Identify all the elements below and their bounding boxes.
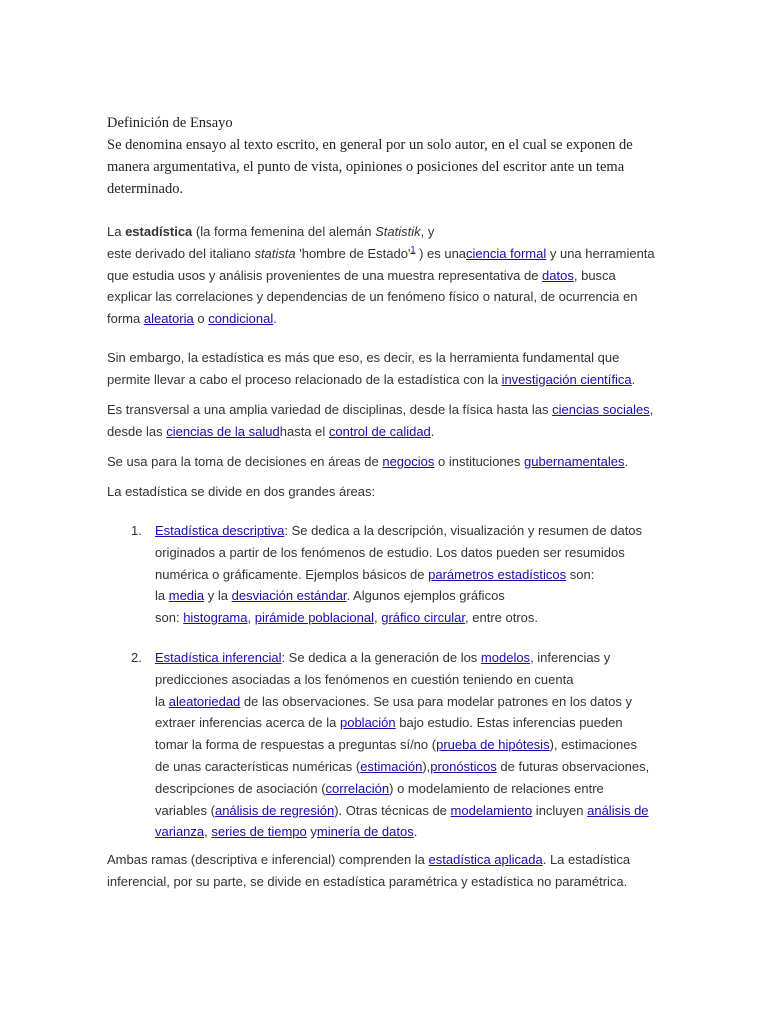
text: y bbox=[306, 824, 317, 840]
text: . bbox=[413, 824, 418, 840]
list-line: predicciones asociadas a los fenómenos en cuestión teniendo en cuenta bbox=[155, 671, 574, 687]
text: . bbox=[631, 371, 636, 387]
text: , y bbox=[420, 224, 435, 239]
text: este derivado del italiano bbox=[107, 245, 255, 261]
text: y la bbox=[204, 588, 232, 604]
link-modelamiento[interactable]: modelamiento bbox=[450, 802, 533, 818]
list-line bbox=[155, 712, 671, 734]
text: . bbox=[430, 423, 435, 439]
link-mineria-de-datos[interactable]: minería de datos bbox=[316, 824, 414, 840]
paragraph-line: La estadística se divide en dos grandes áreas: bbox=[107, 484, 376, 499]
text: bajo estudio. Estas inferencias pueden bbox=[395, 715, 623, 731]
text: son: bbox=[566, 566, 595, 582]
link-prueba-de-hipotesis[interactable]: prueba de hipótesis bbox=[436, 737, 550, 753]
text: ) es una bbox=[415, 245, 467, 261]
text: o bbox=[193, 311, 209, 327]
text: son: bbox=[155, 610, 184, 626]
paragraph-line bbox=[107, 369, 667, 391]
text: hasta el bbox=[279, 423, 329, 439]
link-condicional[interactable]: condicional bbox=[208, 311, 274, 327]
paragraph-line: explicar las correlaciones y dependencias de un fenómeno físico o natural, de ocurrencia en bbox=[107, 289, 638, 305]
link-investigacion-cientifica[interactable]: investigación científica bbox=[501, 371, 632, 387]
text: descripciones de asociación ( bbox=[155, 780, 326, 796]
link-ciencias-sociales[interactable]: ciencias sociales bbox=[552, 402, 650, 417]
text: variables ( bbox=[155, 802, 215, 818]
text: . Algunos ejemplos gráficos bbox=[346, 588, 505, 604]
list-line bbox=[155, 564, 671, 586]
paragraph-estadistica-definition bbox=[107, 221, 667, 330]
text: . La estadística bbox=[542, 852, 631, 867]
link-parametros-estadisticos[interactable]: parámetros estadísticos bbox=[428, 566, 567, 582]
text: desde las bbox=[107, 423, 167, 439]
text: Es transversal a una amplia variedad de disciplinas, desde la física hasta las bbox=[107, 402, 553, 417]
text: (la forma femenina del alemán bbox=[192, 224, 376, 239]
list-item-body bbox=[155, 520, 671, 629]
link-series-de-tiempo[interactable]: series de tiempo bbox=[211, 824, 307, 840]
list-line bbox=[155, 778, 671, 800]
essay-definition bbox=[107, 112, 667, 200]
text: ), bbox=[422, 758, 431, 774]
list-item bbox=[131, 520, 671, 629]
link-poblacion[interactable]: población bbox=[339, 715, 396, 731]
list-line bbox=[155, 585, 671, 607]
text: , inferencias y bbox=[530, 650, 611, 665]
link-gubernamentales[interactable]: gubernamentales bbox=[524, 454, 625, 469]
list-line bbox=[155, 607, 671, 629]
paragraph-line bbox=[107, 221, 667, 243]
link-analisis-de-varianza[interactable]: análisis de bbox=[587, 802, 649, 818]
link-modelos[interactable]: modelos bbox=[480, 650, 531, 665]
list-item bbox=[131, 647, 671, 843]
text: incluyen bbox=[532, 802, 588, 818]
link-aleatoriedad[interactable]: aleatoriedad bbox=[168, 693, 241, 709]
text: , bbox=[204, 824, 212, 840]
text: , busca bbox=[573, 267, 616, 283]
text: que estudia usos y análisis provenientes de una muestra representativa de bbox=[107, 267, 543, 283]
essay-text-line: Se denomina ensayo al texto escrito, en general por un solo autor, en el cual se exponen de bbox=[107, 137, 633, 153]
essay-title: Definición de Ensayo bbox=[107, 115, 233, 131]
bold-term: estadística bbox=[125, 224, 193, 239]
list-line bbox=[155, 647, 671, 669]
paragraph-line bbox=[107, 849, 667, 871]
list-line: originados a partir de los fenómenos de estudio. Los datos pueden ser resumidos bbox=[155, 544, 625, 560]
text: de futuras observaciones, bbox=[496, 758, 650, 774]
list-line bbox=[155, 520, 671, 542]
link-ciencia-formal[interactable]: ciencia formal bbox=[466, 245, 547, 261]
list-line bbox=[155, 734, 671, 756]
link-piramide-poblacional[interactable]: pirámide poblacional bbox=[254, 610, 374, 626]
paragraph-line bbox=[107, 243, 667, 265]
paragraph-decisiones bbox=[107, 451, 667, 473]
link-aleatoria[interactable]: aleatoria bbox=[143, 311, 194, 327]
italic-term: Statistik bbox=[375, 224, 421, 239]
list-line bbox=[155, 821, 671, 843]
paragraph-line bbox=[107, 399, 667, 421]
text: : Se dedica a la generación de los bbox=[281, 650, 481, 665]
link-estadistica-descriptiva[interactable]: Estadística descriptiva bbox=[155, 523, 285, 538]
link-control-de-calidad[interactable]: control de calidad bbox=[328, 423, 431, 439]
essay-text-line: manera argumentativa, el punto de vista, opiniones o posiciones del escritor ante un tema bbox=[107, 159, 625, 175]
text: extraer inferencias acerca de la bbox=[155, 715, 340, 731]
list-number: 2. bbox=[131, 650, 142, 665]
text: ). Otras técnicas de bbox=[334, 802, 451, 818]
text: permite llevar a cabo el proceso relacionado de la estadística con la bbox=[107, 371, 502, 387]
footnote-link[interactable]: 1 bbox=[410, 244, 416, 255]
link-estadistica-inferencial[interactable]: Estadística inferencial bbox=[155, 650, 282, 665]
paragraph-line bbox=[107, 265, 667, 287]
list-line bbox=[155, 691, 671, 713]
text: Ambas ramas (descriptiva e inferencial) comprenden la bbox=[107, 852, 429, 867]
italic-term: statista bbox=[254, 245, 296, 261]
text: ) o modelamiento de relaciones entre bbox=[389, 780, 604, 796]
text: de las observaciones. Se usa para modelar patrones en los datos y bbox=[240, 693, 632, 709]
text: , bbox=[247, 610, 255, 626]
paragraph-line bbox=[107, 308, 667, 330]
link-estimacion[interactable]: estimación bbox=[360, 758, 423, 774]
text: , entre otros. bbox=[465, 610, 539, 626]
text: 'hombre de Estado' bbox=[295, 245, 411, 261]
link-ciencias-de-la-salud[interactable]: ciencias de la salud bbox=[166, 423, 280, 439]
text: y una herramienta bbox=[546, 245, 655, 261]
text: o instituciones bbox=[434, 454, 524, 469]
link-analisis-de-varianza-cont[interactable]: varianza bbox=[155, 824, 205, 840]
text: forma bbox=[107, 311, 144, 327]
paragraph-dos-areas bbox=[107, 481, 667, 503]
text: Se usa para la toma de decisiones en áreas de bbox=[107, 454, 383, 469]
link-datos[interactable]: datos bbox=[542, 267, 574, 283]
paragraph-line bbox=[107, 451, 667, 473]
paragraph-line bbox=[107, 421, 667, 443]
text: . bbox=[273, 311, 277, 327]
text: tomar la forma de respuestas a preguntas sí/no ( bbox=[155, 737, 437, 753]
paragraph-sin-embargo bbox=[107, 347, 667, 391]
link-desviacion-estandar[interactable]: desviación estándar bbox=[231, 588, 347, 604]
text: de unas características numéricas ( bbox=[155, 758, 361, 774]
list-line bbox=[155, 756, 671, 778]
link-histograma[interactable]: histograma bbox=[183, 610, 248, 626]
text: la bbox=[155, 588, 169, 604]
text: . bbox=[624, 454, 629, 469]
essay-text-line: determinado. bbox=[107, 181, 184, 197]
link-analisis-de-regresion[interactable]: análisis de regresión bbox=[214, 802, 335, 818]
paragraph-ambas-ramas bbox=[107, 849, 667, 893]
text: numérica o gráficamente. Ejemplos básicos de bbox=[155, 566, 429, 582]
paragraph-transversal bbox=[107, 399, 667, 443]
paragraph-line: Sin embargo, la estadística es más que eso, es decir, es la herramienta fundamental que bbox=[107, 350, 620, 365]
link-grafico-circular[interactable]: gráfico circular bbox=[381, 610, 466, 626]
text: , bbox=[373, 610, 382, 626]
paragraph-line: inferencial, por su parte, se divide en estadística paramétrica y estadística no paramétrica. bbox=[107, 873, 628, 889]
text: la bbox=[155, 693, 169, 709]
list-line bbox=[155, 800, 671, 822]
text: : Se dedica a la descripción, visualización y resumen de datos bbox=[284, 523, 643, 538]
list-item-body bbox=[155, 647, 671, 843]
link-negocios[interactable]: negocios bbox=[382, 454, 435, 469]
list-number: 1. bbox=[131, 523, 142, 538]
text: ), estimaciones bbox=[549, 737, 637, 753]
link-pronosticos[interactable]: pronósticos bbox=[430, 758, 497, 774]
text: La bbox=[107, 224, 126, 239]
link-correlacion[interactable]: correlación bbox=[325, 780, 390, 796]
link-media[interactable]: media bbox=[168, 588, 205, 604]
link-estadistica-aplicada[interactable]: estadística aplicada bbox=[428, 852, 543, 867]
text: , bbox=[649, 402, 654, 417]
